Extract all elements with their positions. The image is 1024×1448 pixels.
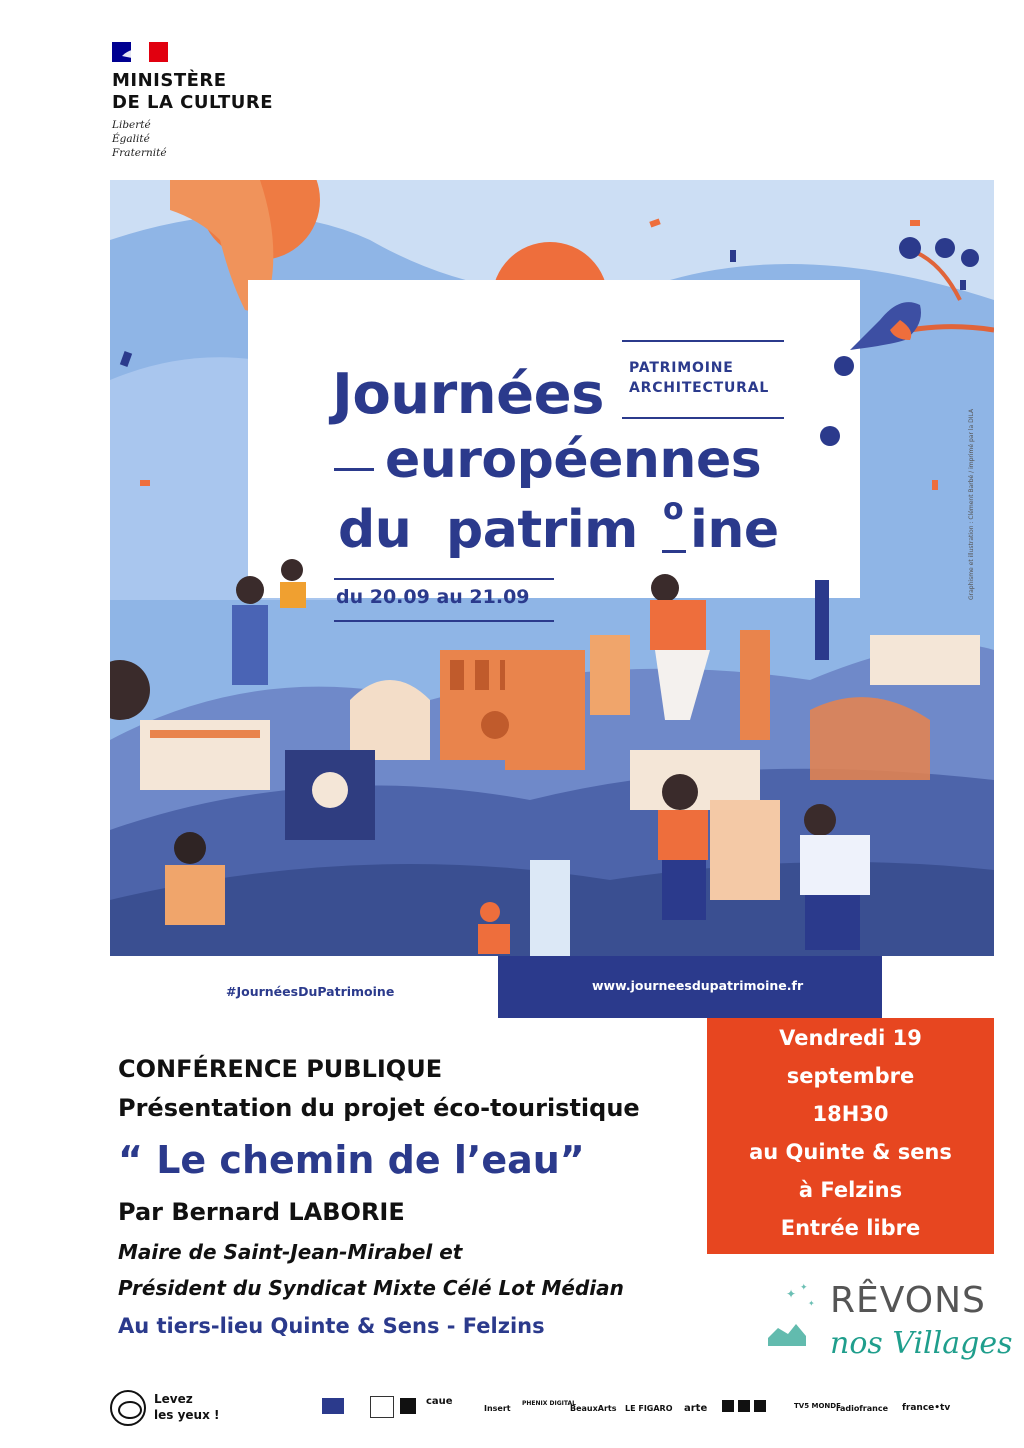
motto-egalite: Égalité [112,133,150,145]
conference-speaker: Par Bernard LABORIE [118,1198,405,1226]
speaker-role-line1: Maire de Saint-Jean-Mirabel et [118,1240,463,1264]
category-bottom-rule [622,417,784,419]
title-o-underline [662,550,686,553]
poster-credit: Graphisme et illustration : Clément Barbé / imprimé par la DILA [968,408,975,600]
eye-logo-icon [110,1390,146,1426]
event-date-box [707,1018,994,1254]
conference-subheading: Présentation du projet éco-touristique [118,1094,640,1122]
ministry-name-line2: DE LA CULTURE [112,92,274,113]
poster-title-word1: Journées [332,362,604,427]
event-day: Vendredi 19 [779,1026,922,1050]
francetv-logo: france•tv [902,1403,951,1413]
arte-logo: arte [684,1403,708,1414]
svg-text:✦: ✦ [800,1283,808,1293]
poster-title-raised-o: o [663,492,684,527]
partner-box-icon-1 [722,1400,734,1412]
eu-flag-icon [322,1398,344,1414]
revons-word: RÊVONS [830,1280,986,1321]
poster-dates: du 20.09 au 21.09 [336,586,530,608]
partner-box-icon-3 [754,1400,766,1412]
event-place: au Quinte & sens [749,1140,952,1164]
poster-title-word3a: du [338,500,412,560]
conference-venue: Au tiers-lieu Quinte & Sens - Felzins [118,1314,545,1338]
category-top-rule [622,340,784,342]
poster-illustration [110,180,994,1018]
figaro-logo: LE FIGARO [625,1404,673,1413]
revons-nos-villages-logo [738,1276,1013,1374]
poster-website: www.journeesdupatrimoine.fr [592,978,804,993]
event-town: à Felzins [798,1178,903,1202]
poster-title-word3b: patrim [446,500,638,560]
conference-title: “ Le chemin de l’eau” [118,1138,585,1182]
event-month: septembre [786,1064,915,1088]
radiofrance-logo: radiofrance [836,1404,888,1413]
phenix-logo: PHENIX DIGITAL [522,1400,576,1407]
levez-line2: les yeux ! [154,1408,220,1422]
crescent-moon-icon [738,1276,838,1374]
dates-bottom-rule [334,620,554,622]
speaker-role-line2: Président du Syndicat Mixte Célé Lot Médian [118,1276,624,1300]
motto-fraternite: Fraternité [112,147,167,159]
svg-text:✦: ✦ [786,1287,797,1301]
event-time: 18H30 [812,1102,889,1126]
partner-box-icon-2 [738,1400,750,1412]
poster-title-word2: européennes [385,430,762,490]
poster-category-line2: ARCHITECTURAL [629,380,770,396]
poster-category-line1: PATRIMOINE [629,360,734,376]
beauxarts-logo: BeauxArts [570,1404,617,1413]
poster-hashtag: #JournéesDuPatrimoine [226,984,395,999]
nos-villages-word: nos Villages [830,1326,1013,1361]
partner-square-icon [400,1398,416,1414]
conference-heading: CONFÉRENCE PUBLIQUE [118,1055,443,1083]
event-entry: Entrée libre [780,1216,921,1240]
republic-flag-icon [112,42,168,62]
tv5-logo: TV5 MONDE [794,1402,841,1410]
poster-title-word3c: ine [690,500,779,560]
dates-top-rule [334,578,554,580]
insert-logo: Insert [484,1404,511,1413]
levez-line1: Levez [154,1392,193,1406]
caue-logo: caue [426,1396,453,1407]
svg-text:✦: ✦ [808,1299,815,1308]
title-dash [334,468,374,471]
council-europe-icon [370,1396,394,1418]
ministry-name-line1: MINISTÈRE [112,70,227,91]
heritage-days-poster [110,180,994,1018]
motto-liberte: Liberté [112,119,151,131]
